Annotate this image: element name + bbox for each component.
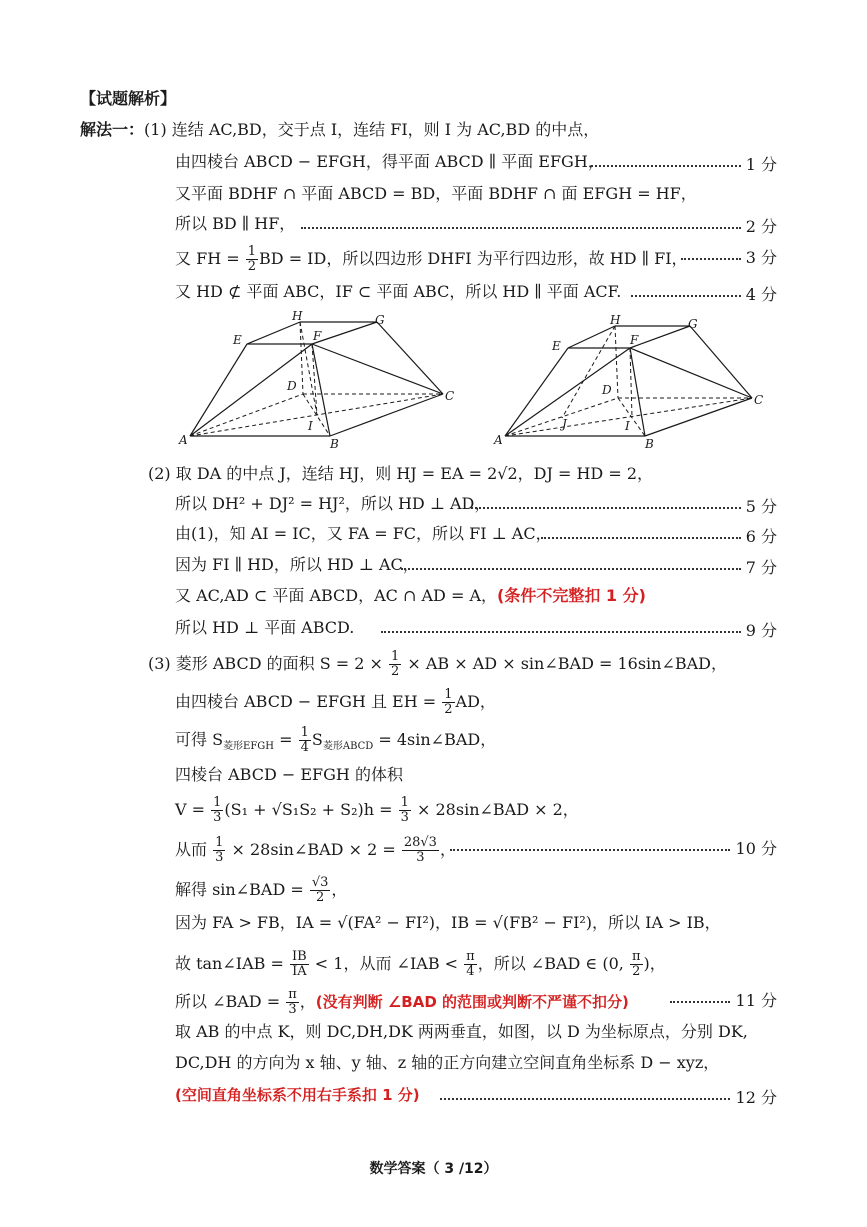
label-E: E <box>233 333 242 347</box>
part1-line5: 又 FH = $\frac{1}{2}$ BD = ID，所以四边形 DHFI 为平行四边形，故 HD ∥ FI， <box>175 244 688 274</box>
label-C: C <box>445 389 455 403</box>
label-J: J <box>562 417 567 431</box>
frustum-figure-1 <box>175 308 460 453</box>
score-6: 6 分 <box>541 524 777 547</box>
label-H: H <box>610 313 621 327</box>
label-I: I <box>625 419 630 433</box>
part2-line1: (2) 取 DA 的中点 J，连结 HJ，则 HJ = EA = 2√2，DJ = HD = 2， <box>148 464 654 483</box>
label-G: G <box>688 317 698 331</box>
deduction-note: (空间直角坐标系不用右手系扣 1 分) <box>175 1086 420 1104</box>
score-2: 2 分 <box>301 214 777 237</box>
part2-line5: 又 AC,AD ⊂ 平面 ABCD，AC ∩ AD = A，(条件不完整扣 1 分) <box>175 586 646 605</box>
fraction: $\frac{1}{3}$ <box>215 835 224 865</box>
frustum-figure-2 <box>490 308 775 453</box>
method-label: 解法一： <box>80 120 145 139</box>
part3-line10: 所以 ∠BAD = $\frac{\pi}{3}$ ，(没有判断 ∠BAD 的范围或判断不严谨不扣分) <box>175 987 629 1017</box>
label-D: D <box>602 383 612 397</box>
part3-line3: 可得 $S_{菱形EFGH}$ = $\frac{1}{4}$ $S_{菱形ABCD}$ = 4sin∠BAD， <box>175 725 497 755</box>
part2-line3: 由(1)，知 AI = IC，又 FA = FC，所以 FI ⊥ AC， <box>175 524 552 543</box>
part2-line6: 所以 HD ⊥ 平面 ABCD. <box>175 618 355 637</box>
part3-line7: 解得 sin∠BAD = $\frac{√3}{2}$ ， <box>175 875 348 905</box>
score-9: 9 分 <box>381 618 777 641</box>
label-A: A <box>179 433 188 447</box>
part3-line4: 四棱台 ABCD − EFGH 的体积 <box>175 765 403 784</box>
solution-line-1 <box>80 120 599 140</box>
part3-line12: DC,DH 的方向为 x 轴、y 轴、z 轴的正方向建立空间直角坐标系 D − xyz， <box>175 1053 720 1072</box>
fraction: $\frac{1}{2}$ <box>247 244 257 274</box>
label-H: H <box>292 309 303 323</box>
part3-line2: 由四棱台 ABCD − EFGH 且 EH = $\frac{1}{2}$ AD， <box>175 687 496 717</box>
label-E: E <box>552 339 561 353</box>
part3-line8: 因为 FA > FB，IA = √(FA² − FI²)，IB = √(FB² − FI²)，所以 IA > IB， <box>175 913 721 932</box>
score-10: 10 分 <box>450 836 777 859</box>
part1-line4: 所以 BD ∥ HF， <box>175 214 296 233</box>
label-B: B <box>330 437 339 451</box>
score-7: 7 分 <box>401 555 777 578</box>
fraction: $\frac{1}{3}$ <box>400 795 409 825</box>
part3-line5: V = $\frac{1}{3}$ (S₁ + √S₁S₂ + S₂)h = $\frac{1}{3}$ × 28sin∠BAD × 2， <box>175 795 579 825</box>
label-A: A <box>494 433 503 447</box>
part1-line1: (1) 连结 AC,BD，交于点 I，连结 FI，则 I 为 AC,BD 的中点， <box>144 120 600 139</box>
fraction: $\frac{\pi}{3}$ <box>288 987 297 1017</box>
fraction: $\frac{√3}{2}$ <box>311 875 329 905</box>
score-5: 5 分 <box>471 494 777 517</box>
part3-line9: 故 tan∠IAB = $\frac{IB}{IA}$ < 1，从而 ∠IAB < $\frac{\pi}{4}$ ，所以 ∠BAD ∈ (0, $\frac{\pi}{2}$ )， <box>175 949 666 979</box>
label-C: C <box>754 393 764 407</box>
fraction: $\frac{\pi}{4}$ <box>466 949 475 979</box>
label-F: F <box>630 333 639 347</box>
fraction: $\frac{28√3}{3}$ <box>403 835 437 865</box>
part3-line1: (3) 菱形 ABCD 的面积 S = 2 × $\frac{1}{2}$ × AB × AD × sin∠BAD = 16sin∠BAD， <box>148 649 728 679</box>
fraction: $\frac{1}{2}$ <box>444 687 453 717</box>
score-3: 3 分 <box>681 245 777 268</box>
page-footer: 数学答案（ 3 /12） <box>369 1161 498 1177</box>
label-F: F <box>313 329 322 343</box>
part3-line11: 取 AB 的中点 K，则 DC,DH,DK 两两垂直，如图，以 D 为坐标原点，分别 DK, <box>175 1022 748 1041</box>
part2-line2: 所以 DH² + DJ² = HJ²，所以 HD ⊥ AD， <box>175 494 491 513</box>
score-4: 4 分 <box>631 282 777 305</box>
label-G: G <box>375 313 385 327</box>
score-12: 12 分 <box>440 1085 777 1108</box>
label-D: D <box>287 379 297 393</box>
part3-line6: 从而 $\frac{1}{3}$ × 28sin∠BAD × 2 = $\frac{28√3}{3}$ ， <box>175 835 456 865</box>
fraction: $\frac{IB}{IA}$ <box>291 949 307 979</box>
part1-line6: 又 HD ⊄ 平面 ABC，IF ⊂ 平面 ABC，所以 HD ∥ 平面 ACF. <box>175 282 622 301</box>
score-1: 1 分 <box>591 152 777 175</box>
score-11: 11 分 <box>670 988 777 1011</box>
label-I: I <box>308 419 313 433</box>
part1-line3: 又平面 BDHF ∩ 平面 ABCD = BD，平面 BDHF ∩ 面 EFGH = HF， <box>175 184 697 203</box>
fraction: $\frac{1}{4}$ <box>300 725 309 755</box>
part1-line2: 由四棱台 ABCD − EFGH，得平面 ABCD ∥ 平面 EFGH， <box>175 152 604 171</box>
part2-line4: 因为 FI ∥ HD，所以 HD ⊥ AC， <box>175 555 419 574</box>
section-header: 【试题解析】 <box>80 89 177 108</box>
label-B: B <box>645 437 654 451</box>
deduction-note: (没有判断 ∠BAD 的范围或判断不严谨不扣分) <box>315 993 629 1011</box>
part3-line13 <box>175 1085 420 1105</box>
deduction-note: (条件不完整扣 1 分) <box>497 586 646 605</box>
fraction: $\frac{\pi}{2}$ <box>631 949 641 979</box>
fraction: $\frac{1}{2}$ <box>391 649 400 679</box>
fraction: $\frac{1}{3}$ <box>213 795 222 825</box>
